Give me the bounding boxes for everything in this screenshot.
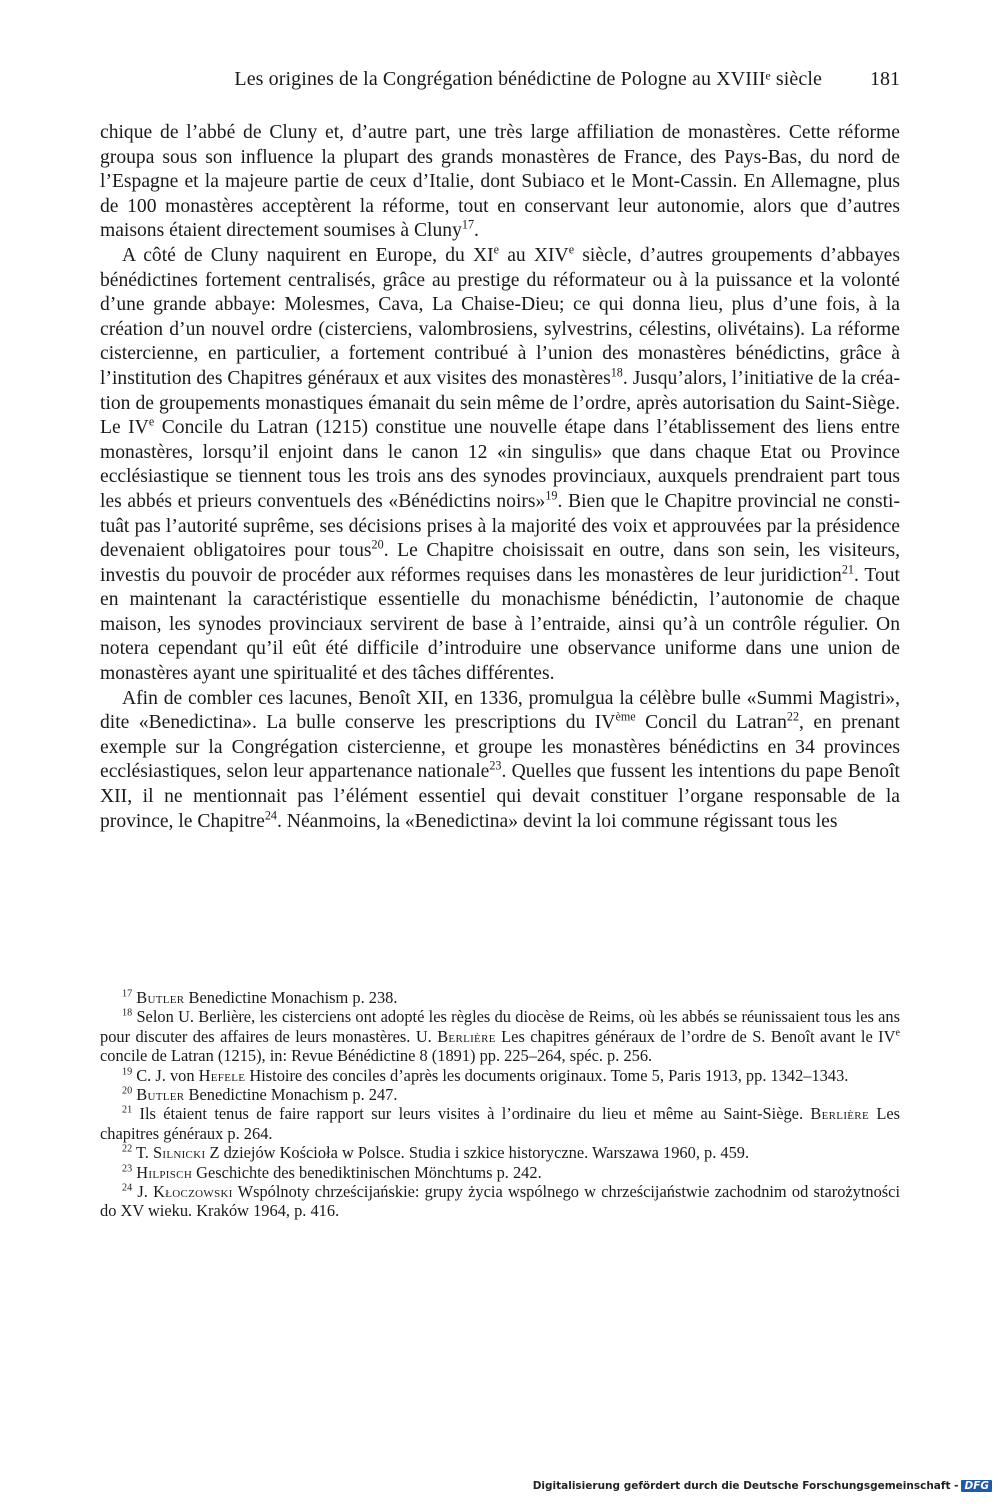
- body-text: [100, 121, 900, 834]
- running-title: Les origines de la Congrégation bénédictine de Pologne au XVIIIᵉ siècle: [234, 68, 822, 90]
- footnote-number: 24: [122, 1182, 133, 1194]
- footnote-number: 22: [122, 1143, 133, 1155]
- footnote-text: C. J. von: [132, 1065, 199, 1085]
- superscript: e: [493, 242, 500, 257]
- superscript: e: [895, 1027, 900, 1039]
- dfg-logo-icon: DFG: [961, 1480, 992, 1492]
- paragraph-2: [100, 244, 900, 687]
- footnote-ref: 17: [461, 217, 475, 232]
- footnote-text: Wspólnoty chrześcijańskie: grupy życia wspólnego w chrześcijaństwie zachodnim od starożytności do XV wieku. Kraków 1964, p. 416.: [100, 1182, 901, 1221]
- footnote-text: Les chapitres généraux de l’ordre de S. Benoît avant le IV: [495, 1026, 896, 1046]
- footnote-text: Ils étaient tenus de faire rapport sur leurs visites à l’ordinaire du lieu et même au Saint-Siège.: [132, 1104, 811, 1124]
- footnote-number: 20: [122, 1085, 133, 1097]
- footnote-ref: 22: [786, 709, 800, 724]
- footnote-18: [100, 1007, 900, 1065]
- footnote-author: Butler: [136, 1085, 185, 1105]
- running-head: [100, 68, 900, 98]
- superscript: ème: [615, 709, 636, 724]
- footnote-17: [100, 988, 900, 1007]
- footnote-24: [100, 1182, 900, 1221]
- footnote-author: Silnicki: [152, 1143, 206, 1163]
- footnote-text: Les chapitres généraux p. 264.: [100, 1104, 900, 1143]
- footnote-text: Selon U. Berlière, les cisterciens ont adopté les règles du diocèse de Reims, où les abbés se réunissaient tous les ans pour discuter des affaires de leurs monastères. U.: [100, 1007, 900, 1046]
- paragraph-2-text: . Bien que le Chapitre provincial ne constituât pas l’autorité suprême, ses décisions prises à la majorité des voix et approuvées par la présidence devenaient obligatoires pour tous: [100, 490, 900, 562]
- footnote-19: [100, 1066, 900, 1085]
- footnote-ref: 23: [489, 758, 502, 773]
- paragraph-2-text: . Jusqu’alors, l’initiative de la création de groupements monastiques émanait du sein même de l’ordre, après autorisation du Saint-Siège. Le IV: [100, 367, 900, 439]
- footnote-text: Benedictine Monachism p. 247.: [184, 1085, 398, 1105]
- footnote-text: T.: [132, 1143, 153, 1163]
- paragraph-2-text: . Le Chapitre choisissait en outre, dans son sein, les visiteurs, investis du pouvoir de procéder aux réformes requises dans les monastères de leur juridiction: [100, 540, 900, 586]
- footnote-text: Geschichte des benediktinischen Mönchtums p. 242.: [192, 1162, 542, 1182]
- footnote-ref: 21: [841, 562, 854, 577]
- footnote-number: 17: [122, 988, 133, 1000]
- footnote-ref: 24: [264, 808, 277, 823]
- paragraph-2-text: . Tout en maintenant la caractéristique essentielle du monachisme bénédictin, l’autonomie de chaque maison, les synodes provinciaux servirent de base à l’entraide, ainsi qu’à un contrôle régulier. On notera cependant qu’il eût été difficile d’introduire une observance uniforme dans une union de monastères ayant une spiritualité et des tâches différentes.: [100, 564, 900, 685]
- paragraph-2-text: au XIV: [499, 244, 569, 266]
- footnote-number: 18: [122, 1007, 133, 1019]
- footnote-author: Kłoczowski: [153, 1182, 233, 1202]
- footnote-number: 19: [122, 1066, 133, 1078]
- footnote-text: J.: [132, 1182, 154, 1202]
- footnote-21: [100, 1104, 900, 1143]
- paragraph-3-text: . Quelles que fussent les intentions du pape Benoît XII, il ne mentionnait pas l’élément essentiel qui devait constituer l’organe responsable de la province, le Chapitre: [100, 761, 900, 832]
- paragraph-2-text: Concile du Latran (1215) constitue une nouvelle étape dans l’établissement des liens entre monastères, lorsqu’il enjoint dans le canon 12 «in singulis» que dans chaque Etat ou Province ecclésiastique se tiennent tous les trois ans des synodes provinciaux, auxquels prendraient part tous les abbés et prieurs conventuels des «Bénédictins noirs»: [100, 417, 900, 512]
- paragraph-1-text-end: .: [474, 220, 479, 242]
- paragraph-1: [100, 121, 900, 244]
- superscript: e: [568, 242, 575, 257]
- paragraph-2-text: A côté de Cluny naquirent en Europe, du XI: [122, 244, 494, 266]
- superscript: e: [148, 414, 155, 429]
- funding-note-text: Digitalisierung gefördert durch die Deutsche Forschungsgemeinschaft -: [532, 1480, 959, 1492]
- paragraph-3: [100, 687, 900, 835]
- funding-note: [533, 1480, 992, 1492]
- footnote-text: concile de Latran (1215), in: Revue Bénédictine 8 (1891) pp. 225–264, spéc. p. 256.: [100, 1046, 653, 1066]
- footnote-text: Histoire des conciles d’après les documents originaux. Tome 5, Paris 1913, pp. 1342–1343.: [245, 1065, 849, 1085]
- footnote-number: 21: [122, 1104, 133, 1116]
- footnote-author: Berlière: [810, 1104, 869, 1124]
- footnote-23: [100, 1163, 900, 1182]
- footnote-ref: 19: [545, 488, 558, 503]
- paragraph-1-text: chique de l’abbé de Cluny et, d’autre part, une très large affiliation de monastères. Cette réforme groupa sous son influence la plupart des grands monastères de France, des Pays-Bas, du nord de l’Espagne et la majeure partie de ceux d’Italie, dont Subiaco et le Mont-Cassin. En Allemagne, plus de 100 monastères acceptèrent la réforme, tout en conservant leur autonomie, alors que d’autres maisons étaient directement soumises à Cluny: [100, 122, 900, 242]
- footnotes: [100, 988, 900, 1221]
- footnote-text: Benedictine Monachism p. 238.: [184, 988, 398, 1007]
- footnote-number: 23: [122, 1163, 133, 1175]
- footnote-author: Hilpisch: [136, 1162, 193, 1182]
- footnote-text: Z dziejów Kościoła w Polsce. Studia i szkice historyczne. Warszawa 1960, p. 459.: [205, 1143, 750, 1163]
- footnote-author: Berlière: [437, 1026, 496, 1046]
- page-number: 181: [870, 68, 900, 90]
- footnote-20: [100, 1085, 900, 1104]
- paragraph-3-text: Concil du Latran: [635, 712, 787, 734]
- footnote-author: Hefele: [198, 1065, 246, 1085]
- footnote-author: Butler: [136, 988, 185, 1007]
- footnote-22: [100, 1143, 900, 1162]
- paragraph-3-text: . Néanmoins, la «Benedictina» devint la loi commune régissant tous les: [277, 810, 838, 832]
- footnote-ref: 18: [610, 365, 623, 380]
- paragraph-2-text: siècle, d’autres groupements d’abbayes bénédictines fortement centralisés, grâce au prestige du réformateur ou à la puissance et la volonté d’une grande abbaye: Molesmes, Cava, La Chaise-Dieu; ce qui donna lieu, plus d’une fois, à la création d’un nouvel ordre (cisterciens, valombrosiens, sylvestrins, célestins, olivétains). La réforme cistercienne, en particulier, a fortement contribué à l’union des monastères bénédictins, grâce à l’institution des Chapitres généraux et aux visites des monastères: [100, 244, 900, 389]
- footnote-ref: 20: [371, 537, 384, 552]
- paragraph-3-text: , en prenant exemple sur la Congrégation cistercienne, et groupe les monastères bénédictins en 34 provinces ecclésiastiques, selon leur appartenance nationale: [100, 712, 900, 783]
- paragraph-3-text: Afin de combler ces lacunes, Benoît XII, en 1336, promulgua la célèbre bulle «Summi Magistri», dite «Benedictina». La bulle conserve les prescriptions du IV: [100, 687, 900, 734]
